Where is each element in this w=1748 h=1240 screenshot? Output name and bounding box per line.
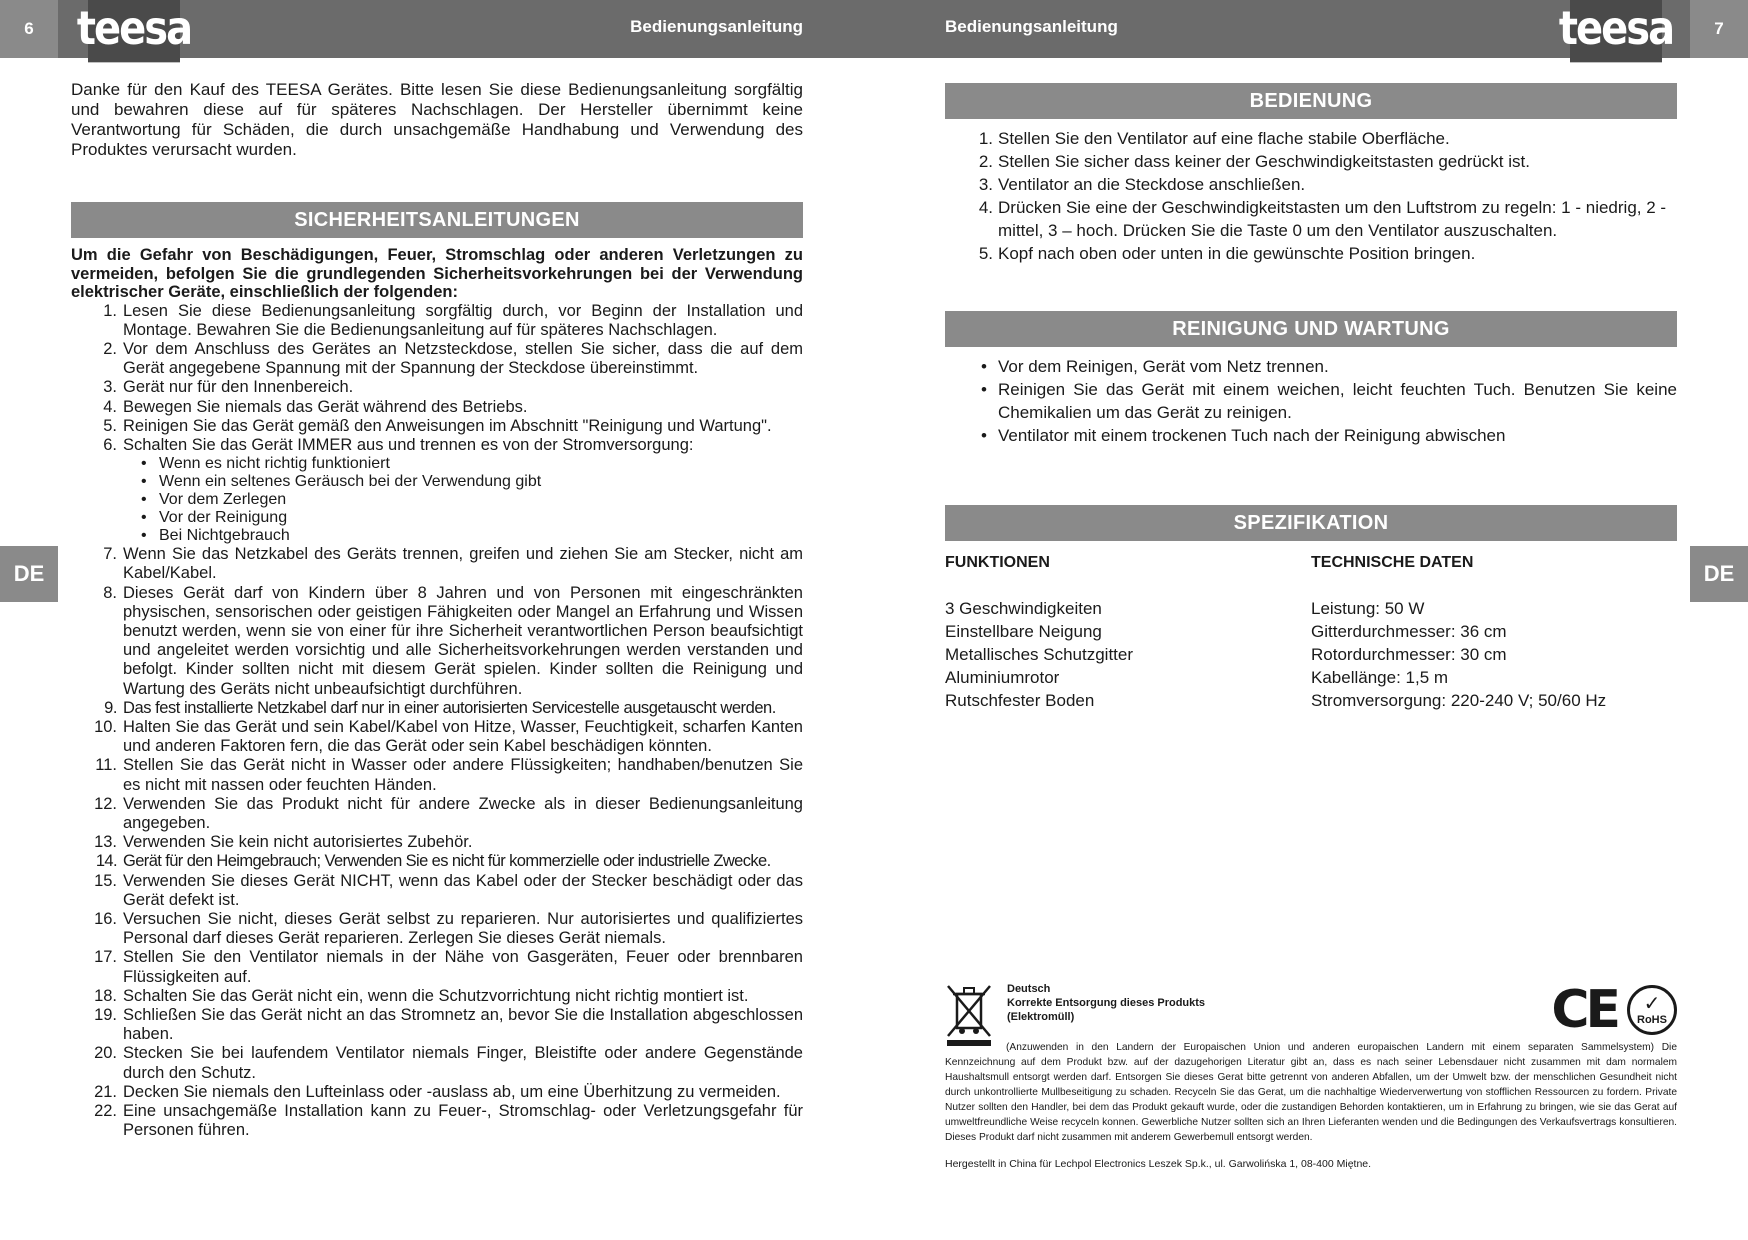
left-page: [71, 80, 803, 1140]
spec-section-title: SPEZIFIKATION: [945, 505, 1677, 541]
list-item: Leistung: 50 W: [1311, 599, 1425, 618]
list-item: 5. Reinigen Sie das Gerät gemäß den Anweisungen im Abschnitt "Reinigung und Wartung".: [103, 416, 772, 435]
list-item: Kabellänge: 1,5 m: [1311, 668, 1449, 687]
functions-column: [945, 551, 1311, 712]
list-item: Gitterdurchmesser: 36 cm: [1311, 622, 1507, 641]
rohs-icon: ✓ RoHS: [1627, 985, 1677, 1035]
list-item: 15. Verwenden Sie dieses Gerät NICHT, wenn das Kabel oder der Stecker beschädigt oder das Gerät defekt ist.: [94, 871, 803, 909]
functions-heading: FUNKTIONEN: [945, 554, 1050, 571]
list-item: 9. Das fest installierte Netzkabel darf nur in einer autorisierten Servicestelle ausgetauscht werden.: [104, 698, 776, 717]
spec-table: [945, 551, 1677, 712]
list-item: 5. Kopf nach oben oder unten in die gewünschte Position bringen.: [978, 244, 1476, 263]
safety-section-title: SICHERHEITSANLEITUNGEN: [71, 202, 803, 238]
certification-marks: [1551, 980, 1677, 1040]
safety-lead: Um die Gefahr von Beschädigungen, Feuer, Stromschlag oder anderen Verletzungen zu vermeiden, befolgen Sie die grundlegenden Sicherheitsvorkehrungen bei der Verwendung elektrischer Geräte, einschließlich der folgenden:: [71, 246, 803, 301]
list-item: Rotordurchmesser: 30 cm: [1311, 645, 1507, 664]
safety-rules-list: [71, 302, 803, 456]
list-item: • Reinigen Sie das Gerät mit einem weichen, leicht feuchten Tuch. Benutzen Sie keine Chemikalien um das Gerät zu reinigen.: [981, 380, 1677, 422]
ce-mark-icon: CE: [1551, 980, 1617, 1040]
list-item: 11. Stellen Sie das Gerät nicht in Wasser oder andere Flüssigkeiten; handhaben/benutzen Sie es nicht mit nassen oder feuchten Händen.: [95, 756, 803, 794]
list-item: 4. Bewegen Sie niemals das Gerät während des Betriebs.: [103, 397, 528, 416]
list-item: 14. Gerät für den Heimgebrauch; Verwenden Sie es nicht für kommerzielle oder industrielle Zwecke.: [95, 852, 771, 871]
list-item: 3 Geschwindigkeiten: [945, 599, 1102, 618]
list-item: 17. Stellen Sie den Ventilator niemals in der Nähe von Gasgeräten, Feuer oder brennbaren Flüssigkeiten auf.: [94, 948, 803, 986]
list-item: 2. Stellen Sie sicher dass keiner der Geschwindigkeitstasten gedrückt ist.: [978, 152, 1530, 171]
list-item: 2. Vor dem Anschluss des Gerätes an Netzsteckdose, stellen Sie sicher, dass die auf dem Gerät angegebene Spannung mit der Spannung der Steckdose übereinstimmt.: [103, 339, 803, 378]
list-item: • Vor der Reinigung: [141, 509, 288, 527]
list-item: 4. Drücken Sie eine der Geschwindigkeitstasten um den Luftstrom zu regeln: 1 - niedrig, 2 - mittel, 3 – hoch. Drücken Sie die Taste 0 um den Ventilator auszuschalten.: [978, 198, 1667, 240]
list-item: • Wenn es nicht richtig funktioniert: [141, 455, 390, 473]
language-tab-left: DE: [0, 546, 58, 602]
intro-paragraph: Danke für den Kauf des TEESA Gerätes. Bitte lesen Sie diese Bedienungsanleitung sorgfältig und bewahren diese auf für späteres Nachschlagen. Der Hersteller übernimmt keine Verantwortung für Schäden, die durch unsachgemäße Handhabung und Verwendung des Produktes verursacht wurden.: [71, 80, 803, 159]
list-item: Einstellbare Neigung: [945, 622, 1102, 641]
disposal-heading: Deutsch Korrekte Entsorgung dieses Produkts (Elektromüll): [1007, 983, 1206, 1023]
list-item: 8. Dieses Gerät darf von Kindern über 8 Jahren und von Personen mit eingeschränkten physischen, sensorischen oder geistigen Fähigkeiten oder Mangel an Erfahrung und Wissen benutzt werden, wenn sie von einer für ihre Sicherheit verantwortlichen Person beaufsichtigt und angeleitet werden vorsichtig und alle Sicherheitsvorkehrungen werden verstanden und befolgt. Kinder sollten nicht mit diesem Gerät spielen. Kinder sollten die Reinigung und Wartung des Geräts nicht unbeaufsichtigt durchführen.: [103, 583, 803, 698]
list-item: 16. Versuchen Sie nicht, dieses Gerät selbst zu reparieren. Nur autorisiertes und qualifiziertes Personal darf dieses Gerät reparieren. Zerlegen Sie dieses Gerät niemals.: [94, 909, 803, 948]
list-item: Stromversorgung: 220-240 V; 50/60 Hz: [1311, 691, 1607, 710]
cleaning-section-title: REINIGUNG UND WARTUNG: [945, 311, 1677, 347]
list-item: 7. Wenn Sie das Netzkabel des Geräts trennen, greifen und ziehen Sie am Stecker, nicht am Kabel/Kabel.: [103, 545, 803, 583]
operation-section-title: BEDIENUNG: [945, 83, 1677, 119]
list-item: 1. Stellen Sie den Ventilator auf eine flache stabile Oberfläche.: [978, 129, 1450, 148]
language-tab-right: DE: [1690, 546, 1748, 602]
list-item: Metallisches Schutzgitter: [945, 645, 1134, 664]
right-page: [945, 80, 1677, 712]
teesa-logo-left: teesa: [88, 0, 180, 62]
list-item: • Bei Nichtgebrauch: [141, 527, 290, 545]
list-item: 1. Lesen Sie diese Bedienungsanleitung sorgfältig durch, vor Beginn der Installation und Montage. Bewahren Sie die Bedienungsanleitung auf für späteres Nachschlagen.: [103, 301, 803, 339]
list-item: Rutschfester Boden: [945, 691, 1095, 710]
safety-rules-list-continued: [71, 545, 803, 1140]
tech-data-heading: TECHNISCHE DATEN: [1311, 554, 1474, 571]
power-off-conditions: [141, 455, 803, 545]
page-number-left: 6: [0, 0, 58, 58]
list-item: 12. Verwenden Sie das Produkt nicht für andere Zwecke als in dieser Bedienungsanleitung angegeben.: [94, 794, 803, 832]
list-item: Aluminiumrotor: [945, 668, 1060, 687]
header-title-left: Bedienungsanleitung: [630, 17, 803, 36]
list-item: 19. Schließen Sie das Gerät nicht an das Stromnetz an, bevor Sie die Installation abgeschlossen haben.: [94, 1006, 803, 1044]
list-item: 3. Ventilator an die Steckdose anschließen.: [978, 175, 1306, 194]
list-item: 10. Halten Sie das Gerät und sein Kabel/Kabel von Hitze, Wasser, Feuchtigkeit, scharfen Kanten und anderen Faktoren fern, die das Gerät oder sein Kabel beschädigen könnten.: [94, 717, 803, 756]
cleaning-list: [945, 355, 1677, 447]
list-item: 18. Schalten Sie das Gerät nicht ein, wenn die Schutzvorrichtung nicht richtig montiert ist.: [94, 986, 749, 1005]
list-item: 20. Stecken Sie bei laufendem Ventilator niemals Finger, Bleistifte oder andere Gegenstände durch den Schutz.: [94, 1044, 803, 1082]
list-item: 6. Schalten Sie das Gerät IMMER aus und trennen es von der Stromversorgung:: [103, 435, 694, 454]
tech-data-column: [1311, 551, 1677, 712]
list-item: • Ventilator mit einem trockenen Tuch nach der Reinigung abwischen: [981, 426, 1506, 445]
manufacturer-note: Hergestellt in China für Lechpol Electronics Leszek Sp.k., ul. Garwolińska 1, 08-400 Miętne.: [945, 1158, 1372, 1170]
list-item: 21. Decken Sie niemals den Lufteinlass oder -auslass ab, um eine Überhitzung zu vermeiden.: [94, 1082, 781, 1101]
list-item: 13. Verwenden Sie kein nicht autorisiertes Zubehör.: [94, 833, 473, 852]
header-bar: [0, 0, 1748, 58]
list-item: • Vor dem Reinigen, Gerät vom Netz trennen.: [981, 357, 1329, 376]
teesa-logo-right: teesa: [1570, 0, 1662, 62]
list-item: • Wenn ein seltenes Geräusch bei der Verwendung gibt: [141, 473, 542, 491]
header-title-right: Bedienungsanleitung: [945, 17, 1118, 36]
operation-steps: [945, 127, 1677, 265]
list-item: 3. Gerät nur für den Innenbereich.: [103, 378, 354, 397]
page-number-right: 7: [1690, 0, 1748, 58]
weee-bin-icon: [945, 982, 993, 1046]
disposal-text: (Anzuwenden in den Landern der Europaischen Union und anderen europaischen Landern mit einem separaten Sammelsystem) Die Kennzeichnung auf dem Produkt bzw. auf der dazugehorigen Literatur gibt an, dass es nach seiner Lebensdauer nicht zusammen mit dam normalem Haushaltsmull entsorgt werden darf. Entsorgen Sie dieses Gerat bitte getrennt von anderen Abfallen, um der Umwelt bzw. der menschlichen Gesundheit nicht durch unkontrollierte Mullbeseitigung zu schaden. Recyceln Sie das Gerat, um die nachhaltige Wiederverwertung von stofflichen Ressourcen zu fordern. Private Nutzer sollten den Handler, bei dem das Produkt gekauft wurde, oder die zustandigen Behorden kontaktieren, um in Erfahrung zu bringen, wie sie das Gerat auf umweltfreundliche Weise recyceln konnen. Gewerbliche Nutzer sollten sich an Ihren Lieferanten wenden und die Bedingungen des Verkaufsvertrags konsultieren. Dieses Produkt darf nicht zusammen mit anderem Gewerbemull entsorgt werden.: [945, 1042, 1677, 1143]
list-item: • Vor dem Zerlegen: [141, 491, 287, 509]
list-item: 22. Eine unsachgemäße Installation kann zu Feuer-, Stromschlag- oder Verletzungsgefahr für Personen führen.: [94, 1102, 803, 1140]
